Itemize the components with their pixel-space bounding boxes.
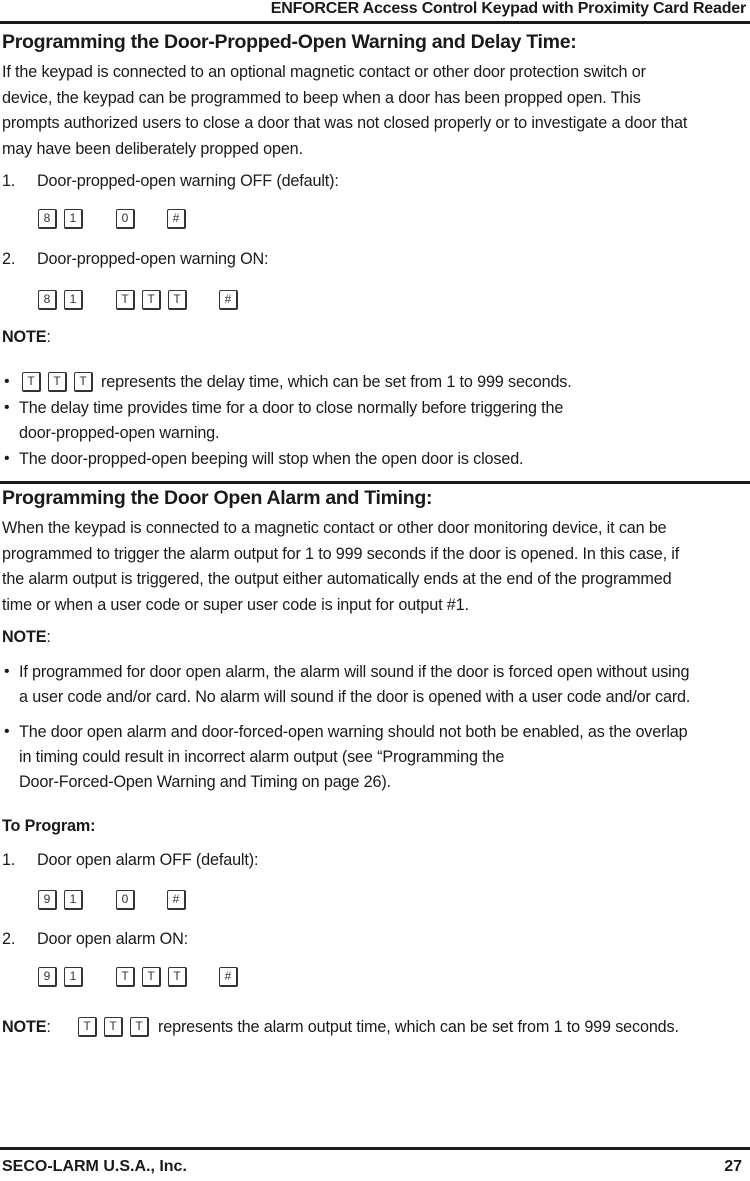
step-label: Door-propped-open warning ON:	[37, 250, 269, 268]
keypad-key: T	[142, 290, 161, 310]
intro-line: prompts authorized users to close a door that was not closed properly or to investigate a door that	[2, 114, 688, 132]
section-rule	[0, 481, 750, 484]
bullet-dot: •	[4, 399, 10, 416]
bullet-dot: •	[4, 723, 10, 740]
page-number: 27	[724, 1158, 742, 1175]
keypad-key: 8	[38, 290, 57, 310]
intro-line: If the keypad is connected to an optional magnetic contact or other door protection switch or	[2, 63, 646, 81]
keypad-key: T	[74, 372, 93, 392]
bullet-text: If programmed for door open alarm, the alarm will sound if the door is forced open without using	[19, 663, 690, 681]
step-label: Door open alarm ON:	[37, 930, 188, 948]
keypad-key: T	[48, 372, 67, 392]
keypad-key: 8	[38, 209, 57, 229]
final-note-text: represents the alarm output time, which can be set from 1 to 999 seconds.	[158, 1018, 679, 1036]
keypad-key: T	[78, 1017, 97, 1037]
footer-company: SECO-LARM U.S.A., Inc.	[2, 1158, 187, 1175]
keypad-key: #	[167, 209, 186, 229]
intro-line: When the keypad is connected to a magnetic contact or other door monitoring device, it can be	[2, 519, 667, 537]
footer-rule	[0, 1147, 750, 1150]
bullet-text: Door-Forced-Open Warning and Timing on page 26).	[19, 773, 391, 791]
to-program-label: To Program:	[2, 817, 96, 835]
keypad-key: T	[22, 372, 41, 392]
note-label: NOTE:	[2, 628, 51, 646]
bullet-text: The door-propped-open beeping will stop when the open door is closed.	[19, 450, 524, 468]
keypad-key: 1	[64, 967, 83, 987]
keypad-key: #	[219, 290, 238, 310]
step-label: Door open alarm OFF (default):	[37, 851, 259, 869]
bullet-text: The door open alarm and door-forced-open warning should not both be enabled, as the overlap	[19, 723, 688, 741]
keypad-key: T	[116, 967, 135, 987]
keypad-key: T	[168, 967, 187, 987]
bullet-text: in timing could result in incorrect alarm output (see “Programming the	[19, 748, 505, 766]
note-label: NOTE:	[2, 328, 51, 346]
keypad-key: 1	[64, 290, 83, 310]
section1-heading: Programming the Door-Propped-Open Warning and Delay Time:	[2, 31, 577, 53]
keypad-key: T	[142, 967, 161, 987]
keypad-key: #	[219, 967, 238, 987]
step-number: 2.	[2, 250, 16, 268]
step-number: 1.	[2, 172, 16, 190]
section2-intro	[2, 516, 746, 618]
bullet-dot: •	[4, 663, 10, 680]
keypad-key: 1	[64, 209, 83, 229]
keypad-key: T	[116, 290, 135, 310]
keypad-key: 0	[116, 209, 135, 229]
keypad-key: T	[130, 1017, 149, 1037]
keypad-key: 1	[64, 890, 83, 910]
intro-line: may have been deliberately propped open.	[2, 139, 303, 158]
bullet-text: a user code and/or card. No alarm will sound if the door is opened with a user code and/or card.	[19, 688, 691, 706]
section1-intro	[2, 60, 746, 162]
keypad-key: T	[104, 1017, 123, 1037]
bullet-dot: •	[4, 373, 10, 390]
section2-heading: Programming the Door Open Alarm and Timing:	[2, 487, 433, 509]
intro-line: programmed to trigger the alarm output for 1 to 999 seconds if the door is opened. In this case, if	[2, 544, 680, 563]
bullet-text: represents the delay time, which can be set from 1 to 999 seconds.	[101, 373, 572, 391]
keypad-key: T	[168, 290, 187, 310]
keypad-key: 9	[38, 967, 57, 987]
bullet-text: The delay time provides time for a door to close normally before triggering the	[19, 399, 564, 417]
running-header: ENFORCER Access Control Keypad with Proximity Card Reader	[270, 0, 746, 17]
step-number: 2.	[2, 930, 16, 948]
header-rule	[0, 21, 750, 24]
intro-line: device, the keypad can be programmed to beep when a door has been propped open. This	[2, 88, 641, 107]
step-number: 1.	[2, 851, 16, 869]
note-label: NOTE:	[2, 1018, 51, 1036]
keypad-key: 9	[38, 890, 57, 910]
bullet-dot: •	[4, 450, 10, 467]
intro-line: the alarm output is triggered, the output either automatically ends at the end of the programmed	[2, 570, 672, 588]
keypad-key: #	[167, 890, 186, 910]
intro-line: time or when a user code or super user code is input for output #1.	[2, 595, 469, 614]
bullet-text: door-propped-open warning.	[19, 424, 220, 442]
step-label: Door-propped-open warning OFF (default):	[37, 172, 339, 190]
keypad-key: 0	[116, 890, 135, 910]
